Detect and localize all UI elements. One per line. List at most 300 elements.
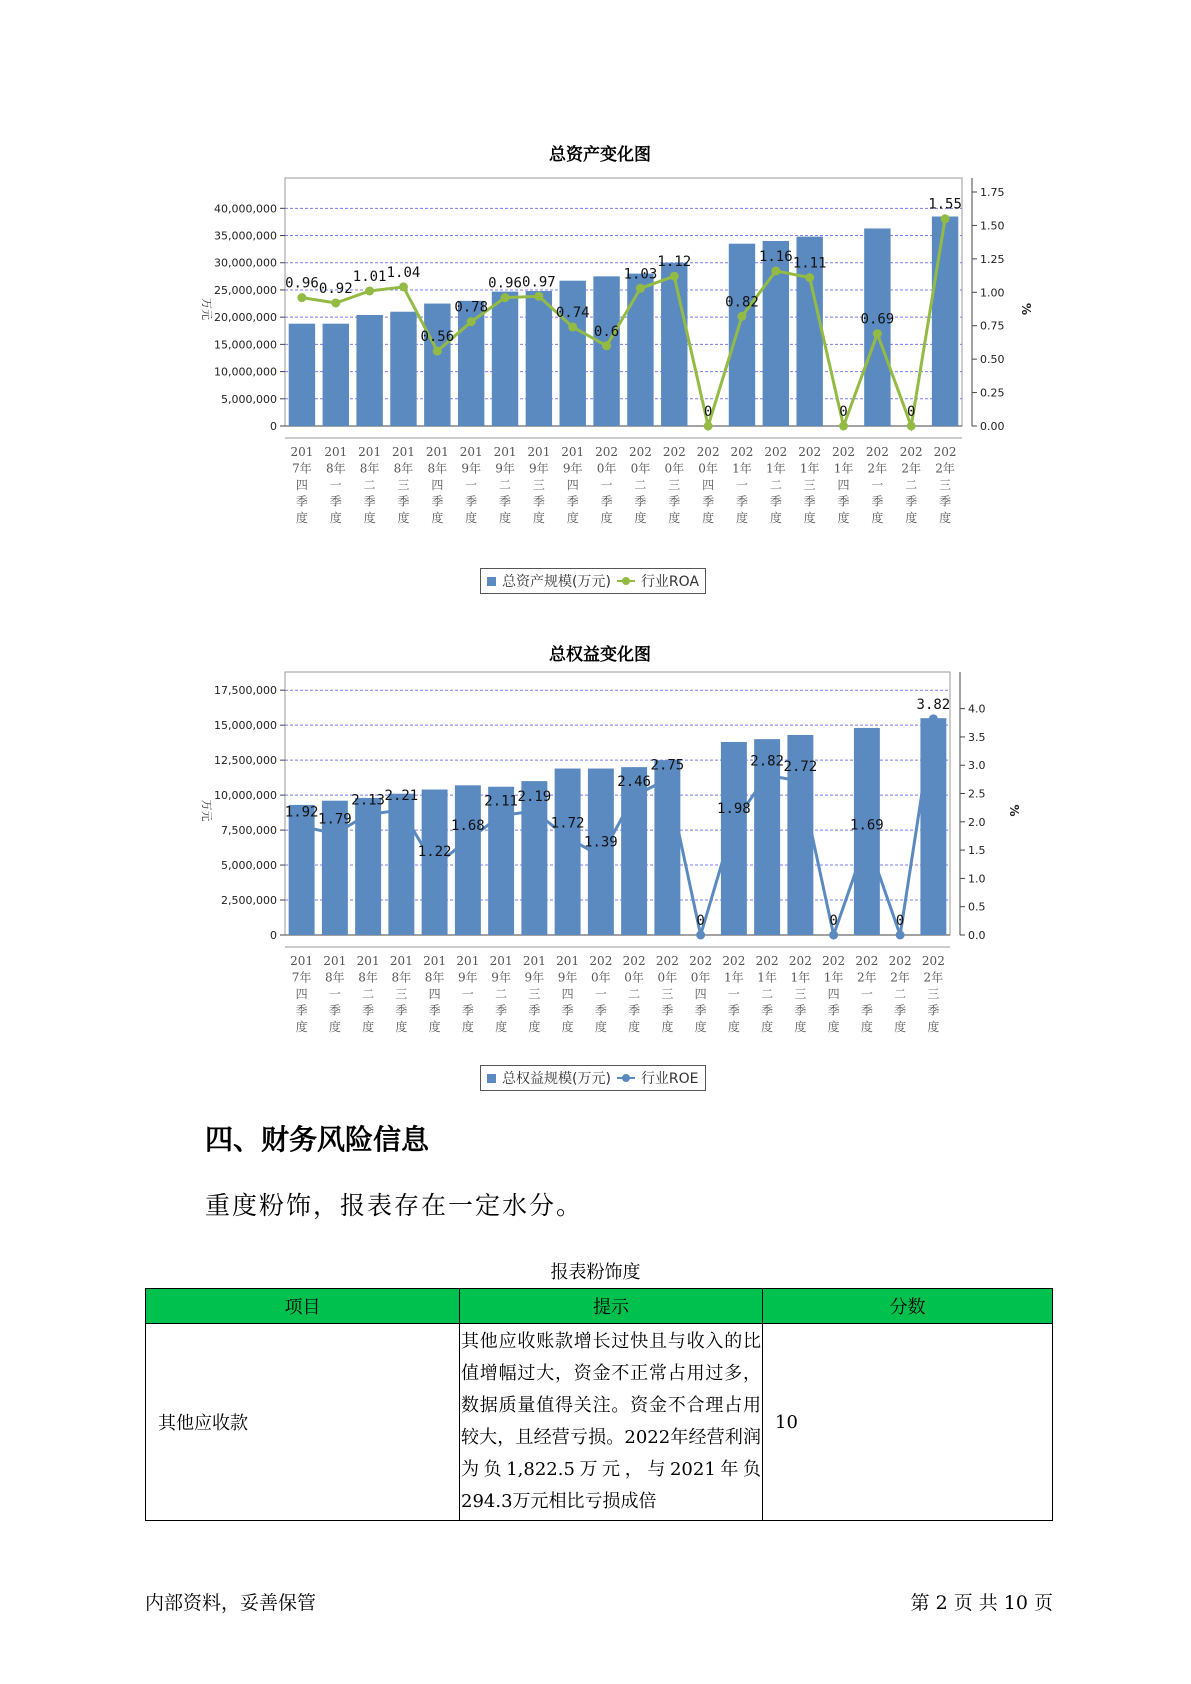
x-tick-label: 202 (595, 445, 619, 459)
x-tick-label: 季 (727, 1003, 740, 1018)
x-tick-label: 三 (528, 987, 541, 1001)
x-tick-label: 季 (499, 494, 512, 509)
x-tick-label: 季 (827, 1003, 840, 1018)
x-tick-label: 201 (561, 445, 585, 459)
data-label: 2.75 (650, 757, 685, 774)
x-tick-label: 度 (431, 511, 444, 525)
right-tick-label: 0.00 (980, 420, 1005, 433)
x-tick-label: 三 (668, 478, 681, 492)
x-tick-label: 7年 (292, 461, 312, 476)
bar (492, 292, 518, 426)
x-tick-label: 度 (395, 1020, 408, 1034)
x-tick-label: 202 (764, 445, 788, 459)
data-label: 0 (703, 404, 713, 420)
x-tick-label: 季 (894, 1003, 907, 1018)
right-tick-label: 1.50 (980, 219, 1005, 233)
data-point (365, 286, 374, 295)
x-tick-label: 四 (837, 478, 850, 492)
x-tick-label: 201 (290, 445, 314, 459)
x-tick-label: 季 (295, 1003, 308, 1018)
x-tick-label: 四 (566, 478, 579, 492)
x-tick-label: 季 (528, 1003, 541, 1018)
data-label: 1.98 (717, 800, 751, 817)
x-tick-label: 季 (465, 494, 478, 509)
header-score: 分数 (763, 1289, 1053, 1324)
x-tick-label: 9年 (495, 461, 515, 476)
x-tick-label: 度 (735, 511, 748, 525)
x-tick-label: 一 (600, 478, 613, 492)
x-tick-label: 度 (628, 1020, 641, 1034)
data-point (771, 266, 780, 275)
x-tick-label: 201 (527, 445, 551, 459)
data-point (596, 852, 605, 861)
x-tick-label: 二 (905, 478, 918, 492)
data-label: 0.78 (454, 299, 489, 316)
x-tick-label: 201 (489, 954, 513, 968)
x-tick-label: 202 (622, 954, 646, 968)
x-tick-label: 度 (362, 1020, 375, 1034)
left-axis-unit: 万元 (200, 298, 213, 320)
x-tick-label: 四 (702, 478, 715, 492)
x-tick-label: 201 (290, 954, 314, 968)
x-tick-label: 季 (860, 1003, 873, 1018)
data-point (663, 775, 672, 784)
data-point (729, 818, 738, 827)
data-label: 2.21 (384, 787, 419, 804)
data-point (873, 329, 882, 338)
data-label: 0 (839, 404, 848, 420)
x-tick-label: 季 (600, 494, 613, 509)
x-tick-label: 二 (363, 478, 376, 492)
right-tick-label: 0.75 (980, 319, 1005, 333)
right-tick-label: 0.25 (980, 386, 1005, 400)
x-tick-label: 8年 (359, 461, 380, 476)
left-tick-label: 40,000,000 (214, 202, 277, 216)
x-tick-label: 201 (323, 954, 347, 968)
x-tick-label: 季 (329, 494, 342, 509)
data-label: 1.12 (657, 254, 692, 271)
x-tick-label: 二 (769, 478, 782, 492)
right-tick-label: 3.0 (968, 759, 986, 773)
data-label: 0 (907, 404, 916, 420)
data-point (862, 835, 871, 844)
x-tick-label: 202 (899, 445, 923, 459)
cell-score: 10 (763, 1324, 1053, 1521)
bar (920, 718, 946, 935)
data-point (636, 284, 645, 293)
x-tick-label: 度 (668, 511, 681, 525)
right-tick-label: 3.5 (968, 730, 986, 744)
bar (555, 769, 581, 935)
bar (356, 315, 382, 426)
x-tick-label: 1年 (790, 970, 811, 985)
x-tick-label: 0年 (591, 970, 611, 985)
right-axis-unit: % (1007, 804, 1021, 817)
x-tick-label: 2年 (857, 970, 877, 985)
right-tick-label: 1.0 (968, 872, 986, 886)
data-label: 0.96 (285, 275, 319, 292)
x-tick-label: 201 (459, 445, 483, 459)
x-tick-label: 季 (661, 1003, 674, 1018)
x-tick-label: 季 (328, 1003, 341, 1018)
x-tick-label: 202 (628, 445, 652, 459)
x-tick-label: 季 (295, 494, 308, 509)
data-point (763, 771, 772, 780)
right-tick-label: 0.5 (968, 900, 986, 914)
x-tick-label: 季 (837, 494, 850, 509)
x-tick-label: 季 (702, 494, 715, 509)
x-tick-label: 202 (696, 445, 720, 459)
data-label: 1.16 (758, 248, 793, 265)
x-tick-label: 季 (735, 494, 748, 509)
x-tick-label: 度 (837, 511, 850, 525)
x-tick-label: 度 (495, 1020, 508, 1034)
data-point (805, 273, 814, 282)
data-label: 0.56 (420, 329, 455, 346)
right-tick-label: 1.5 (968, 844, 986, 858)
data-point (497, 811, 506, 820)
x-tick-label: 季 (694, 1003, 707, 1018)
x-tick-label: 9年 (461, 461, 481, 476)
left-tick-label: 15,000,000 (214, 338, 277, 352)
left-tick-label: 25,000,000 (214, 283, 277, 297)
x-tick-label: 8年 (424, 970, 445, 985)
x-tick-label: 度 (561, 1020, 574, 1034)
legend-bar-swatch (487, 1074, 496, 1083)
x-tick-label: 202 (888, 954, 912, 968)
data-point (463, 835, 472, 844)
x-tick-label: 二 (634, 478, 647, 492)
x-tick-label: 季 (495, 1003, 508, 1018)
x-tick-label: 0年 (664, 461, 685, 476)
x-tick-label: 201 (425, 445, 449, 459)
equity-chart-svg (150, 640, 1050, 1100)
x-tick-label: 0年 (690, 970, 711, 985)
left-tick-label: 0 (270, 929, 277, 942)
right-tick-label: 4.0 (968, 702, 986, 716)
right-tick-label: 1.75 (980, 186, 1005, 199)
right-tick-label: 2.5 (968, 787, 986, 801)
data-point (929, 714, 938, 723)
x-tick-label: 一 (461, 987, 474, 1001)
data-label: 0.82 (725, 294, 759, 311)
x-tick-label: 8年 (393, 461, 414, 476)
data-label: 0 (895, 913, 905, 929)
x-tick-label: 季 (761, 1003, 774, 1018)
right-tick-label: 0.50 (980, 353, 1005, 367)
x-tick-label: 度 (803, 511, 816, 525)
bar (390, 312, 416, 426)
data-label: 2.13 (351, 792, 385, 809)
x-tick-label: 季 (628, 1003, 641, 1018)
x-tick-label: 202 (689, 954, 713, 968)
x-tick-label: 四 (431, 478, 444, 492)
data-label: 2.72 (783, 759, 818, 776)
x-tick-label: 201 (493, 445, 517, 459)
data-label: 1.55 (928, 196, 962, 213)
x-tick-label: 季 (397, 494, 410, 509)
data-label: 0.92 (318, 280, 353, 297)
data-point (467, 317, 476, 326)
table-header-row (146, 1289, 1053, 1324)
data-label: 1.04 (386, 264, 421, 281)
data-point (364, 810, 373, 819)
x-tick-label: 度 (860, 1020, 873, 1034)
data-label: 0 (696, 913, 705, 929)
bar (560, 281, 586, 426)
x-tick-label: 度 (634, 511, 647, 525)
left-tick-label: 30,000,000 (214, 256, 277, 270)
data-label: 1.03 (623, 266, 658, 283)
x-tick-label: 一 (465, 478, 478, 492)
x-tick-label: 三 (397, 478, 410, 492)
x-tick-label: 201 (392, 445, 415, 459)
section-text: 重度粉饰，报表存在一定水分。 (205, 1191, 584, 1220)
data-label: 3.82 (916, 696, 951, 713)
x-tick-label: 度 (528, 1020, 541, 1034)
x-tick-label: 一 (594, 987, 607, 1001)
bar (323, 324, 349, 426)
data-point (530, 807, 539, 816)
data-point (501, 293, 510, 302)
x-tick-label: 度 (761, 1020, 774, 1034)
x-tick-label: 三 (794, 987, 807, 1001)
x-tick-label: 度 (295, 511, 308, 525)
x-tick-label: 三 (803, 478, 816, 492)
x-tick-label: 8年 (391, 970, 412, 985)
x-tick-label: 201 (522, 954, 546, 968)
data-label: 1.22 (417, 843, 452, 860)
x-tick-label: 8年 (358, 970, 378, 985)
x-tick-label: 度 (871, 511, 884, 525)
bar (289, 324, 315, 426)
x-tick-label: 8年 (427, 461, 448, 476)
data-label: 1.01 (352, 268, 387, 285)
x-tick-label: 201 (423, 954, 447, 968)
x-tick-label: 9年 (529, 461, 549, 476)
x-tick-label: 二 (628, 987, 641, 1001)
data-label: 1.69 (850, 817, 884, 834)
x-tick-label: 四 (694, 987, 707, 1001)
x-tick-label: 度 (566, 511, 579, 525)
x-tick-label: 202 (730, 445, 754, 459)
left-tick-label: 0 (270, 420, 277, 433)
x-tick-label: 季 (927, 1003, 940, 1018)
right-tick-label: 0.0 (968, 929, 986, 942)
x-tick-label: 1年 (833, 461, 854, 476)
left-tick-label: 10,000,000 (214, 789, 277, 803)
page-number: 第 2 页 共 10 页 (910, 1592, 1053, 1614)
data-point (839, 422, 848, 431)
x-tick-label: 202 (798, 445, 822, 459)
x-tick-label: 一 (727, 987, 740, 1001)
x-tick-label: 202 (822, 954, 846, 968)
left-tick-label: 7,500,000 (221, 824, 277, 838)
legend-line-label: 行业ROA (640, 574, 700, 590)
x-tick-label: 1年 (724, 970, 744, 985)
x-tick-label: 202 (865, 445, 889, 459)
x-tick-label: 季 (803, 494, 816, 509)
cell-hint: 其他应收账款增长过快且与收入的比值增幅过大，资金不正常占用过多，数据质量值得关注。资金不合理占用较大，且经营亏损。2022年经营利润为负1,822.5万元，与2021年负294.3万元相比亏损成倍 (460, 1324, 763, 1521)
x-tick-label: 度 (295, 1020, 308, 1034)
x-tick-label: 2年 (901, 461, 922, 476)
x-tick-label: 度 (927, 1020, 940, 1034)
x-tick-label: 一 (328, 987, 341, 1001)
data-point (297, 822, 306, 831)
data-label: 1.72 (550, 815, 585, 832)
x-tick-label: 三 (939, 478, 952, 492)
x-tick-label: 度 (465, 511, 478, 525)
data-point (568, 323, 577, 332)
x-tick-label: 9年 (458, 970, 478, 985)
data-point (941, 214, 950, 223)
legend-bar-swatch (487, 577, 496, 586)
right-tick-label: 2.0 (968, 815, 986, 829)
x-tick-label: 202 (855, 954, 879, 968)
data-point (331, 298, 340, 307)
data-point (397, 805, 406, 814)
x-tick-label: 度 (794, 1020, 807, 1034)
x-tick-label: 一 (860, 987, 873, 1001)
risk-table (145, 1288, 1053, 1521)
left-axis-unit: 万元 (200, 799, 213, 822)
x-tick-label: 1年 (757, 970, 777, 985)
table-row (146, 1324, 1053, 1521)
x-tick-label: 季 (395, 1003, 408, 1018)
assets-chart (150, 140, 1050, 610)
x-tick-label: 9年 (557, 970, 578, 985)
legend-line-label: 行业ROE (640, 1071, 699, 1087)
x-tick-label: 四 (561, 987, 574, 1001)
data-point (534, 292, 543, 301)
equity-chart (150, 640, 1050, 1100)
data-label: 1.79 (318, 811, 352, 828)
chart-title: 总权益变化图 (549, 645, 651, 665)
x-tick-label: 季 (532, 494, 545, 509)
x-tick-label: 度 (329, 511, 342, 525)
x-tick-label: 四 (428, 987, 441, 1001)
x-tick-label: 度 (532, 511, 545, 525)
chart-legend (480, 568, 706, 594)
data-label: 2.46 (617, 773, 651, 790)
left-tick-label: 5,000,000 (221, 392, 277, 406)
data-point (896, 931, 905, 940)
x-tick-label: 201 (358, 445, 382, 459)
x-tick-label: 度 (600, 511, 613, 525)
left-tick-label: 17,500,000 (214, 684, 277, 698)
x-tick-label: 2年 (923, 970, 944, 985)
data-point (737, 312, 746, 321)
x-tick-label: 202 (589, 954, 613, 968)
x-tick-label: 1年 (732, 461, 752, 476)
left-tick-label: 10,000,000 (214, 365, 277, 379)
x-tick-label: 度 (905, 511, 918, 525)
data-label: 2.19 (517, 789, 552, 806)
x-tick-label: 季 (769, 494, 782, 509)
data-point (399, 282, 408, 291)
x-tick-label: 三 (927, 987, 940, 1001)
x-tick-label: 二 (495, 987, 508, 1001)
x-tick-label: 201 (456, 954, 480, 968)
data-point (704, 422, 713, 431)
x-tick-label: 201 (324, 445, 348, 459)
bar (424, 304, 450, 426)
bar (455, 785, 481, 935)
left-tick-label: 5,000,000 (221, 859, 277, 873)
x-tick-label: 一 (735, 478, 748, 492)
data-point (433, 347, 442, 356)
x-tick-label: 度 (397, 511, 410, 525)
x-tick-label: 202 (722, 954, 746, 968)
x-tick-label: 202 (788, 954, 812, 968)
right-tick-label: 1.00 (980, 286, 1005, 300)
plot-frame (285, 178, 962, 426)
data-point (297, 293, 306, 302)
legend-bar-label: 总资产规模(万元) (502, 574, 611, 590)
bar (593, 276, 619, 426)
x-tick-label: 二 (499, 478, 512, 492)
x-tick-label: 一 (329, 478, 342, 492)
x-tick-label: 三 (532, 478, 545, 492)
data-point (907, 422, 916, 431)
chart-title: 总资产变化图 (549, 145, 651, 165)
x-tick-label: 7年 (291, 970, 312, 985)
x-tick-label: 季 (668, 494, 681, 509)
x-tick-label: 季 (594, 1003, 607, 1018)
x-tick-label: 度 (499, 511, 512, 525)
bar (526, 291, 552, 426)
data-label: 2.82 (750, 753, 784, 770)
chart-legend (480, 1065, 706, 1091)
data-point (430, 861, 439, 870)
data-label: 0 (829, 913, 838, 929)
header-hint: 提示 (460, 1289, 763, 1324)
x-tick-label: 0年 (657, 970, 678, 985)
x-tick-label: 8年 (325, 970, 345, 985)
data-point (563, 833, 572, 842)
x-tick-label: 度 (428, 1020, 441, 1034)
data-label: 0.96 (488, 275, 522, 292)
data-label: 0.97 (522, 274, 556, 291)
legend-bar-label: 总权益规模(万元) (502, 1071, 611, 1087)
x-tick-label: 二 (894, 987, 907, 1001)
x-tick-label: 1年 (823, 970, 844, 985)
left-tick-label: 2,500,000 (221, 894, 277, 908)
x-tick-label: 季 (634, 494, 647, 509)
left-tick-label: 35,000,000 (214, 229, 277, 243)
bar (729, 244, 755, 426)
x-tick-label: 1年 (799, 461, 820, 476)
left-tick-label: 20,000,000 (214, 311, 277, 325)
footer-note: 内部资料，妥善保管 (145, 1592, 317, 1614)
x-tick-label: 四 (295, 478, 308, 492)
data-point (829, 931, 838, 940)
x-tick-label: 四 (295, 987, 308, 1001)
cell-item: 其他应收款 (146, 1324, 460, 1521)
data-label: 1.11 (792, 255, 827, 272)
data-point (630, 791, 639, 800)
x-tick-label: 季 (431, 494, 444, 509)
bar (721, 742, 747, 935)
x-tick-label: 0年 (630, 461, 651, 476)
x-tick-label: 度 (939, 511, 952, 525)
x-tick-label: 季 (428, 1003, 441, 1018)
data-label: 1.39 (584, 834, 618, 851)
x-tick-label: 季 (794, 1003, 807, 1018)
right-axis-unit: % (1019, 302, 1033, 316)
x-tick-label: 9年 (562, 461, 583, 476)
x-tick-label: 202 (921, 954, 945, 968)
